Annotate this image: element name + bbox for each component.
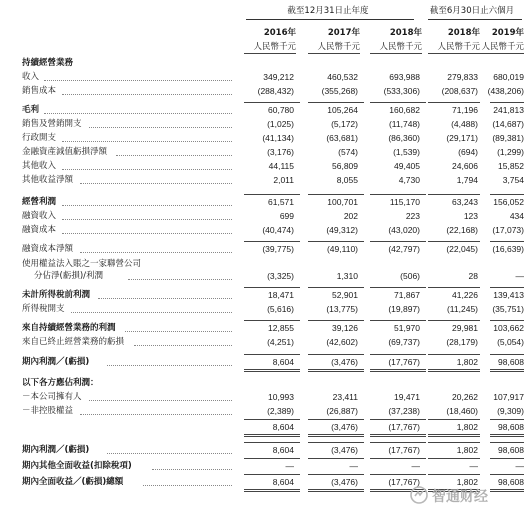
dot-leader: [107, 365, 232, 366]
row-label: 期內其他全面收益(扣除稅項): [22, 461, 132, 471]
row-value: 20,262: [452, 392, 478, 402]
row-label: 金融資產減值虧損淨額: [22, 147, 108, 157]
row-label: 其他收入: [22, 161, 57, 171]
subtotal-rule: [244, 419, 300, 420]
dot-leader: [62, 141, 232, 142]
subtotal-rule: [244, 474, 300, 475]
row-value: (28,179): [446, 337, 478, 347]
row-value: —: [515, 271, 524, 281]
row-label: 融資成本: [22, 225, 57, 235]
row-value: 103,662: [493, 323, 524, 333]
row-value: (13,775): [326, 304, 358, 314]
statement-row: [0, 377, 526, 390]
dot-leader: [80, 252, 232, 253]
row-value: 41,226: [452, 290, 478, 300]
row-value: 160,682: [389, 105, 420, 115]
row-label: 持續經營業務: [22, 58, 74, 68]
total-double-rule: [490, 369, 524, 372]
row-value: (17,767): [388, 445, 420, 455]
row-value: 71,196: [452, 105, 478, 115]
row-value: —: [411, 461, 420, 471]
column-unit-header: 人民幣千元: [481, 42, 524, 52]
dot-leader: [134, 345, 232, 346]
dot-leader: [44, 113, 232, 114]
row-value: (49,312): [326, 225, 358, 235]
dot-leader: [128, 279, 232, 280]
subtotal-rule: [428, 320, 480, 321]
row-value: 279,833: [447, 72, 478, 82]
statement-row: [0, 57, 526, 70]
subtotal-rule: [370, 287, 426, 288]
row-value: (533,306): [383, 86, 420, 96]
row-value: 8,604: [272, 422, 294, 432]
row-value: 18,471: [268, 290, 294, 300]
column-year-header: 2016年: [263, 28, 296, 38]
row-value: 8,604: [272, 477, 294, 487]
dot-leader: [89, 400, 232, 401]
row-value: 98,608: [498, 357, 524, 367]
dot-leader: [71, 312, 232, 313]
row-value: 23,411: [332, 392, 358, 402]
column-year-header: 2018年: [389, 28, 422, 38]
dot-leader: [89, 127, 232, 128]
row-value: 60,780: [268, 105, 294, 115]
statement-row: [0, 104, 526, 117]
row-value: 1,794: [456, 175, 478, 185]
subtotal-rule: [308, 458, 364, 459]
row-value: 3,754: [502, 175, 524, 185]
row-value: 223: [405, 211, 420, 221]
row-value: (9,309): [497, 406, 524, 416]
row-value: (3,476): [331, 445, 358, 455]
row-value: (1,539): [393, 147, 420, 157]
column-header-rule: [308, 53, 360, 54]
row-value: 8,604: [272, 445, 294, 455]
row-value: (37,238): [388, 406, 420, 416]
statement-row: [0, 160, 526, 173]
row-value: 100,701: [327, 197, 358, 207]
column-year-header: 2019年: [491, 28, 524, 38]
subtotal-rule: [244, 442, 300, 443]
statement-row: [0, 270, 526, 283]
row-value: 156,052: [493, 197, 524, 207]
row-value: 98,608: [498, 477, 524, 487]
statement-row: [0, 174, 526, 187]
statement-row: [0, 303, 526, 316]
subtotal-rule: [244, 320, 300, 321]
dot-leader: [125, 331, 232, 332]
subtotal-rule: [490, 474, 524, 475]
dot-leader: [62, 219, 232, 220]
statement-row: [0, 146, 526, 159]
statement-row: [0, 336, 526, 349]
row-value: 1,802: [456, 445, 478, 455]
row-value: (3,476): [331, 422, 358, 432]
statement-row: [0, 243, 526, 256]
dot-leader: [62, 205, 232, 206]
subtotal-rule: [308, 320, 364, 321]
subtotal-rule: [490, 241, 524, 242]
subtotal-rule: [370, 354, 426, 355]
dot-leader: [152, 469, 232, 470]
subtotal-rule: [490, 458, 524, 459]
row-value: (3,325): [267, 271, 294, 281]
row-value: (86,360): [388, 133, 420, 143]
period-header-rule: [428, 19, 522, 20]
subtotal-rule: [308, 241, 364, 242]
row-value: 241,813: [493, 105, 524, 115]
statement-row: [0, 118, 526, 131]
row-label: 融資收入: [22, 211, 57, 221]
dot-leader: [116, 155, 232, 156]
row-value: (63,681): [326, 133, 358, 143]
subtotal-rule: [428, 442, 480, 443]
total-double-rule: [428, 369, 480, 372]
row-value: —: [515, 461, 524, 471]
row-value: (208,637): [441, 86, 478, 96]
row-label: 收入: [22, 72, 40, 82]
row-label: 來自已終止經營業務的虧損: [22, 337, 125, 347]
total-double-rule: [370, 434, 426, 437]
row-value: (17,767): [388, 357, 420, 367]
row-label: 期內利潤／(虧損): [22, 357, 90, 367]
row-value: (69,737): [388, 337, 420, 347]
subtotal-rule: [370, 194, 426, 195]
row-value: 44,115: [268, 161, 294, 171]
row-value: (5,172): [331, 119, 358, 129]
row-value: 123: [463, 211, 478, 221]
row-label: 期內利潤／(虧損): [22, 445, 90, 455]
subtotal-rule: [370, 474, 426, 475]
row-value: (89,381): [492, 133, 524, 143]
total-double-rule: [244, 369, 300, 372]
subtotal-rule: [428, 194, 480, 195]
row-value: 52,901: [332, 290, 358, 300]
subtotal-rule: [428, 241, 480, 242]
row-value: 98,608: [498, 422, 524, 432]
statement-row: [0, 356, 526, 369]
subtotal-rule: [308, 419, 364, 420]
row-label: 經營利潤: [22, 197, 57, 207]
watermark-text: 智通财经: [432, 489, 488, 505]
statement-row: [0, 71, 526, 84]
row-value: (3,476): [331, 357, 358, 367]
subtotal-rule: [428, 419, 480, 420]
row-value: (355,268): [321, 86, 358, 96]
total-double-rule: [490, 434, 524, 437]
column-year-header: 2018年: [447, 28, 480, 38]
statement-row: [0, 391, 526, 404]
row-value: (574): [338, 147, 358, 157]
row-value: 28: [468, 271, 478, 281]
column-unit-header: 人民幣千元: [437, 42, 480, 52]
statement-row: [0, 224, 526, 237]
column-unit-header: 人民幣千元: [253, 42, 296, 52]
row-value: (41,134): [262, 133, 294, 143]
row-value: (14,687): [492, 119, 524, 129]
row-value: 12,855: [268, 323, 294, 333]
row-value: 98,608: [498, 445, 524, 455]
row-label: 以下各方應佔利潤：: [22, 378, 99, 388]
subtotal-rule: [308, 474, 364, 475]
subtotal-rule: [244, 194, 300, 195]
row-value: (17,073): [492, 225, 524, 235]
row-value: (3,476): [331, 477, 358, 487]
dot-leader: [62, 233, 232, 234]
row-label: 融資成本淨額: [22, 244, 74, 254]
row-label: 分佔淨(虧損)/利潤: [34, 271, 103, 281]
row-value: (22,045): [446, 244, 478, 254]
statement-row: [0, 132, 526, 145]
row-label: 毛利: [22, 105, 40, 115]
row-value: (39,775): [262, 244, 294, 254]
subtotal-rule: [490, 320, 524, 321]
dot-leader: [62, 169, 232, 170]
dot-leader: [80, 414, 232, 415]
row-value: 2,011: [273, 175, 294, 185]
subtotal-rule: [370, 442, 426, 443]
row-value: (17,767): [388, 422, 420, 432]
row-value: 4,730: [398, 175, 420, 185]
dot-leader: [80, 183, 232, 184]
subtotal-rule: [244, 241, 300, 242]
row-value: 1,802: [456, 357, 478, 367]
row-value: —: [349, 461, 358, 471]
statement-row: [0, 85, 526, 98]
period-header-six-months: 截至6月30日止六個月: [429, 6, 515, 16]
column-header-rule: [370, 53, 422, 54]
row-value: 1,310: [336, 271, 358, 281]
total-double-rule: [244, 434, 300, 437]
row-value: 1,802: [456, 477, 478, 487]
row-value: 10,993: [268, 392, 294, 402]
subtotal-rule: [490, 354, 524, 355]
subtotal-rule: [490, 194, 524, 195]
row-value: (29,171): [446, 133, 478, 143]
subtotal-rule: [244, 287, 300, 288]
row-value: (26,887): [326, 406, 358, 416]
row-value: (42,602): [326, 337, 358, 347]
dot-leader: [62, 94, 232, 95]
row-value: 680,019: [493, 72, 524, 82]
subtotal-rule: [428, 474, 480, 475]
row-value: (3,176): [267, 147, 294, 157]
statement-row: [0, 405, 526, 418]
row-label: 所得稅開支: [22, 304, 65, 314]
row-label: 期內全面收益／(虧損)總額: [22, 477, 124, 487]
statement-row: [0, 289, 526, 302]
column-header-rule: [244, 53, 296, 54]
row-value: (49,110): [326, 244, 358, 254]
row-value: (17,767): [388, 477, 420, 487]
row-value: 8,604: [272, 357, 294, 367]
row-label: －本公司擁有人: [22, 392, 82, 402]
subtotal-rule: [428, 287, 480, 288]
row-value: (35,751): [492, 304, 524, 314]
row-value: (5,054): [497, 337, 524, 347]
column-year-header: 2017年: [327, 28, 360, 38]
row-value: (1,025): [267, 119, 294, 129]
statement-row: [0, 196, 526, 209]
subtotal-rule: [490, 442, 524, 443]
subtotal-rule: [370, 458, 426, 459]
row-value: (694): [458, 147, 478, 157]
row-value: (16,639): [492, 244, 524, 254]
row-label: 其他收益淨額: [22, 175, 74, 185]
watermark-logo-icon: [410, 486, 428, 504]
row-label: 未計所得稅前利潤: [22, 290, 91, 300]
row-value: 115,170: [389, 197, 420, 207]
row-value: (438,206): [487, 86, 524, 96]
row-value: —: [469, 461, 478, 471]
row-value: 19,471: [394, 392, 420, 402]
row-value: (2,389): [267, 406, 294, 416]
row-value: 63,243: [452, 197, 478, 207]
subtotal-rule: [490, 419, 524, 420]
total-double-rule: [428, 434, 480, 437]
row-value: 15,852: [498, 161, 524, 171]
row-value: 460,532: [327, 72, 358, 82]
row-value: (1,299): [497, 147, 524, 157]
row-value: 8,055: [336, 175, 358, 185]
dot-leader: [143, 485, 232, 486]
row-value: 24,606: [452, 161, 478, 171]
subtotal-rule: [490, 102, 524, 103]
total-double-rule: [308, 369, 364, 372]
subtotal-rule: [308, 442, 364, 443]
statement-row: [0, 444, 526, 457]
watermark: [408, 484, 526, 508]
row-value: 1,802: [456, 422, 478, 432]
period-header-rule: [246, 19, 414, 20]
row-value: (42,797): [388, 244, 420, 254]
row-value: 71,867: [394, 290, 420, 300]
row-value: 699: [279, 211, 294, 221]
row-value: 49,405: [394, 161, 420, 171]
row-value: 202: [343, 211, 358, 221]
row-value: 349,212: [263, 72, 294, 82]
total-double-rule: [244, 489, 300, 492]
total-double-rule: [370, 369, 426, 372]
row-value: (22,168): [446, 225, 478, 235]
row-label: 行政開支: [22, 133, 57, 143]
column-unit-header: 人民幣千元: [379, 42, 422, 52]
statement-row: [0, 460, 526, 473]
row-value: 139,413: [493, 290, 524, 300]
row-value: 39,126: [332, 323, 358, 333]
row-value: (5,616): [267, 304, 294, 314]
row-value: (18,460): [446, 406, 478, 416]
total-double-rule: [308, 489, 364, 492]
row-value: (19,897): [388, 304, 420, 314]
dot-leader: [98, 298, 232, 299]
subtotal-rule: [244, 458, 300, 459]
subtotal-rule: [244, 102, 300, 103]
row-value: (288,432): [257, 86, 294, 96]
row-label: 來自持續經營業務的利潤: [22, 323, 116, 333]
row-value: —: [285, 461, 294, 471]
row-value: 29,981: [452, 323, 478, 333]
row-value: (4,251): [267, 337, 294, 347]
row-value: 107,917: [493, 392, 524, 402]
statement-row: [0, 322, 526, 335]
statement-row: [0, 421, 526, 434]
column-unit-header: 人民幣千元: [317, 42, 360, 52]
row-value: (4,488): [451, 119, 478, 129]
subtotal-rule: [370, 419, 426, 420]
subtotal-rule: [428, 102, 480, 103]
subtotal-rule: [370, 241, 426, 242]
row-value: 693,988: [389, 72, 420, 82]
subtotal-rule: [308, 194, 364, 195]
subtotal-rule: [308, 354, 364, 355]
row-value: (40,474): [262, 225, 294, 235]
row-value: 61,571: [268, 197, 294, 207]
statement-row: [0, 210, 526, 223]
row-value: (11,748): [388, 119, 420, 129]
row-value: (43,020): [388, 225, 420, 235]
row-value: (11,245): [446, 304, 478, 314]
row-value: 56,809: [332, 161, 358, 171]
row-value: 51,970: [394, 323, 420, 333]
subtotal-rule: [308, 287, 364, 288]
subtotal-rule: [490, 287, 524, 288]
subtotal-rule: [308, 102, 364, 103]
subtotal-rule: [370, 320, 426, 321]
dot-leader: [107, 453, 232, 454]
total-double-rule: [308, 434, 364, 437]
row-value: (506): [400, 271, 420, 281]
period-header-full-year: 截至12月31日止年度: [287, 6, 369, 16]
column-header-rule: [472, 53, 524, 54]
row-label: 銷售及營銷開支: [22, 119, 82, 129]
row-label: －非控股權益: [22, 406, 74, 416]
row-value: 434: [509, 211, 524, 221]
subtotal-rule: [244, 354, 300, 355]
subtotal-rule: [428, 354, 480, 355]
dot-leader: [44, 80, 232, 81]
subtotal-rule: [370, 102, 426, 103]
row-label: 銷售成本: [22, 86, 57, 96]
row-value: 105,264: [327, 105, 358, 115]
row-label: 使用權益法入賬之一家聯營公司: [22, 259, 142, 269]
subtotal-rule: [428, 458, 480, 459]
